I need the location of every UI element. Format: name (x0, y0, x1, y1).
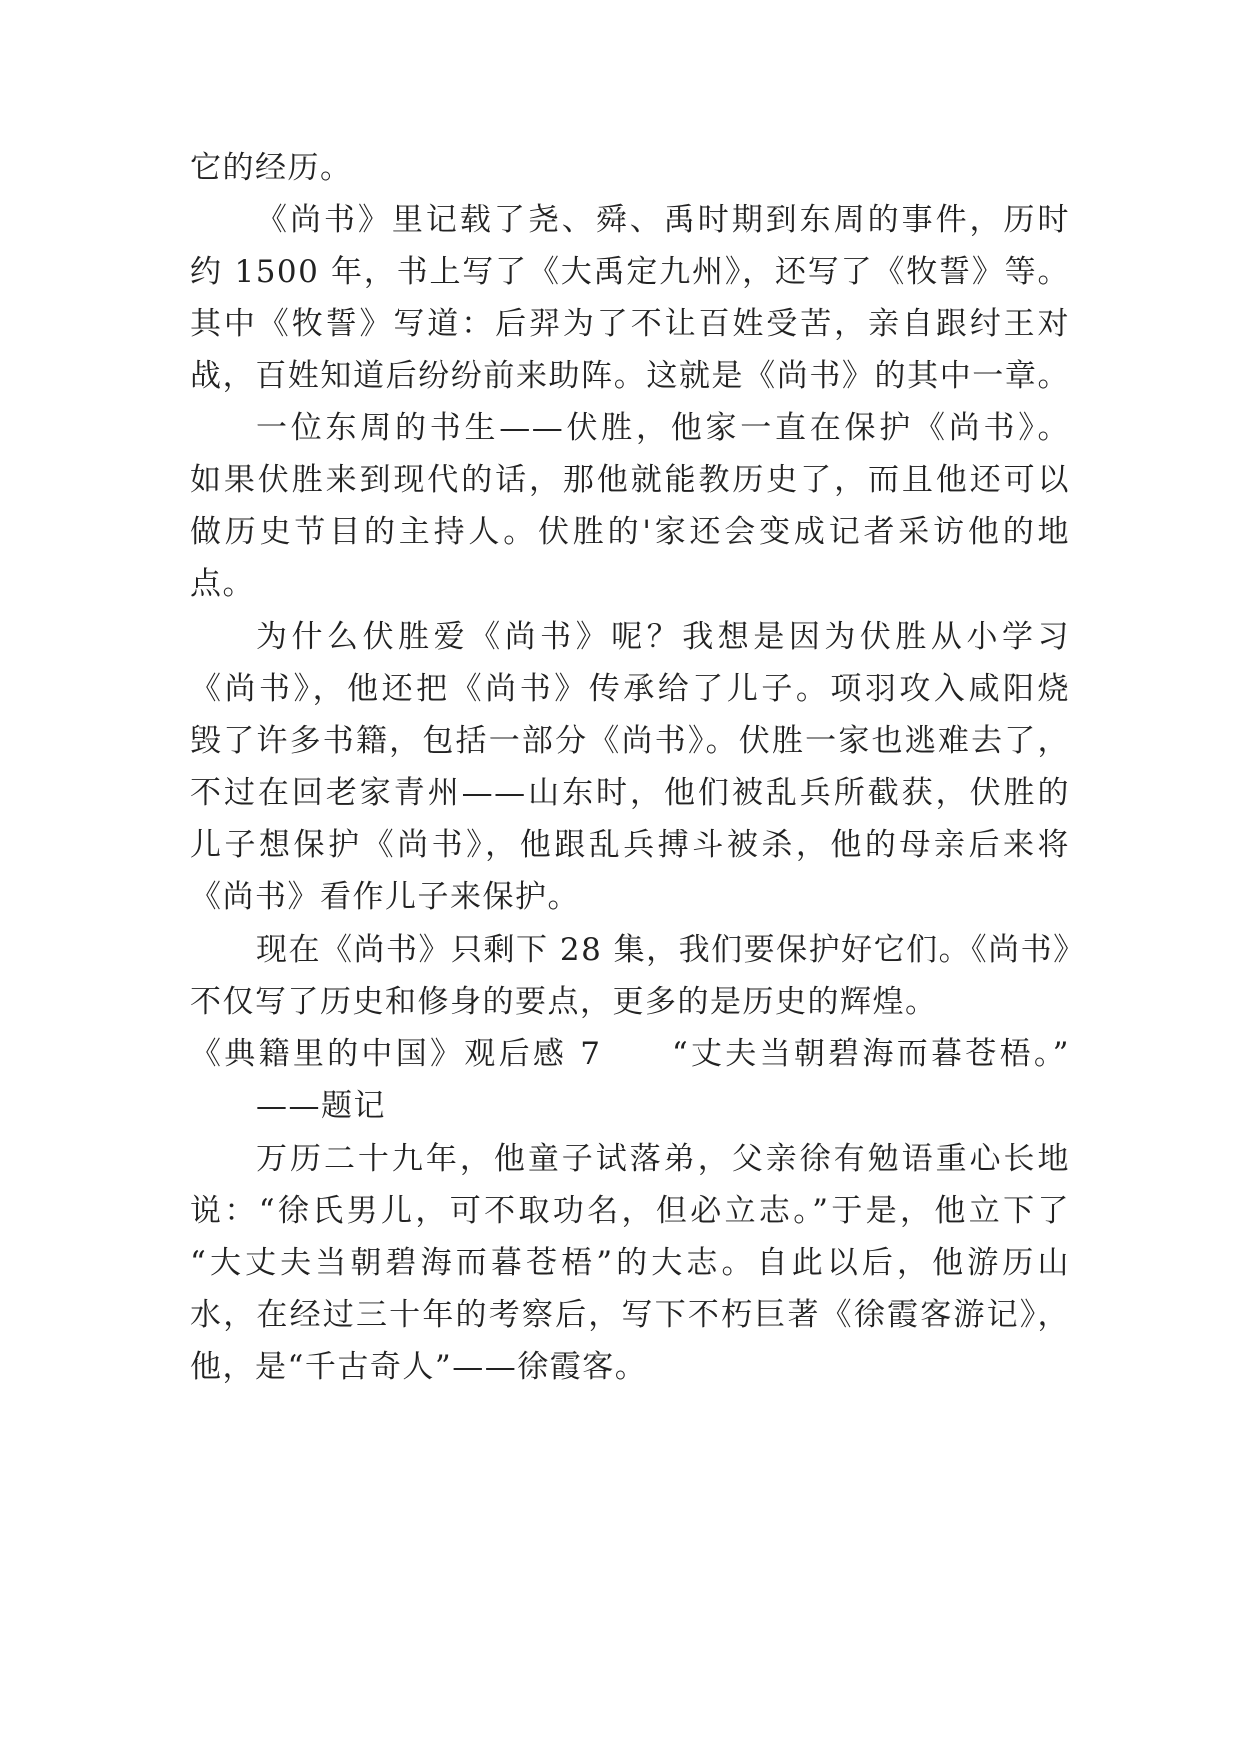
text-line: 它的经历。 (190, 150, 353, 186)
text-line: 他，是“千古奇人”——徐霞客。 (190, 1349, 648, 1385)
text-line: “大丈夫当朝碧海而暮苍梧”的大志。自此以后，他游历山 (190, 1245, 1070, 1281)
text-line: 不过在回老家青州——山东时，他们被乱兵所截获，伏胜的 (190, 775, 1070, 811)
paragraph-first-line: 万历二十九年，他童子试落弟，父亲徐有勉语重心长地 (256, 1141, 1070, 1177)
text-line: 毁了许多书籍，包括一部分《尚书》。伏胜一家也逃难去了， (190, 723, 1070, 759)
paragraph-first-line: 现在《尚书》只剩下 28 集，我们要保护好它们。《尚书》 (256, 932, 1086, 968)
text-line: 不仅写了历史和修身的要点，更多的是历史的辉煌。 (190, 984, 938, 1020)
section-heading-line: 《典籍里的中国》观后感 7 “丈夫当朝碧海而暮苍梧。” (190, 1036, 1070, 1072)
text-line: 做历史节目的主持人。伏胜的'家还会变成记者采访他的地 (190, 514, 1070, 550)
text-line: 《尚书》，他还把《尚书》传承给了儿子。项羽攻入咸阳烧 (190, 671, 1070, 707)
text-line: 水，在经过三十年的考察后，写下不朽巨著《徐霞客游记》， (190, 1297, 1070, 1333)
text-line: 点。 (190, 566, 255, 602)
text-line: 儿子想保护《尚书》，他跟乱兵搏斗被杀，他的母亲后来将 (190, 827, 1070, 863)
text-line: 说：“徐氏男儿，可不取功名，但必立志。”于是，他立下了 (190, 1193, 1070, 1229)
text-line: 如果伏胜来到现代的话，那他就能教历史了，而且他还可以 (190, 462, 1070, 498)
paragraph-first-line: 《尚书》里记载了尧、舜、禹时期到东周的事件，历时 (256, 202, 1070, 238)
paragraph-first-line: 一位东周的书生——伏胜，他家一直在保护《尚书》。 (256, 410, 1070, 446)
text-line: 战，百姓知道后纷纷前来助阵。这就是《尚书》的其中一章。 (190, 358, 1070, 394)
paragraph-first-line: 为什么伏胜爱《尚书》呢？我想是因为伏胜从小学习 (256, 619, 1070, 655)
text-line: 其中《牧誓》写道：后羿为了不让百姓受苦，亲自跟纣王对 (190, 306, 1070, 342)
epigraph-attribution: ——题记 (256, 1088, 386, 1124)
text-line: 约 1500 年，书上写了《大禹定九州》，还写了《牧誓》等。 (190, 254, 1070, 290)
text-line: 《尚书》看作儿子来保护。 (190, 879, 580, 915)
